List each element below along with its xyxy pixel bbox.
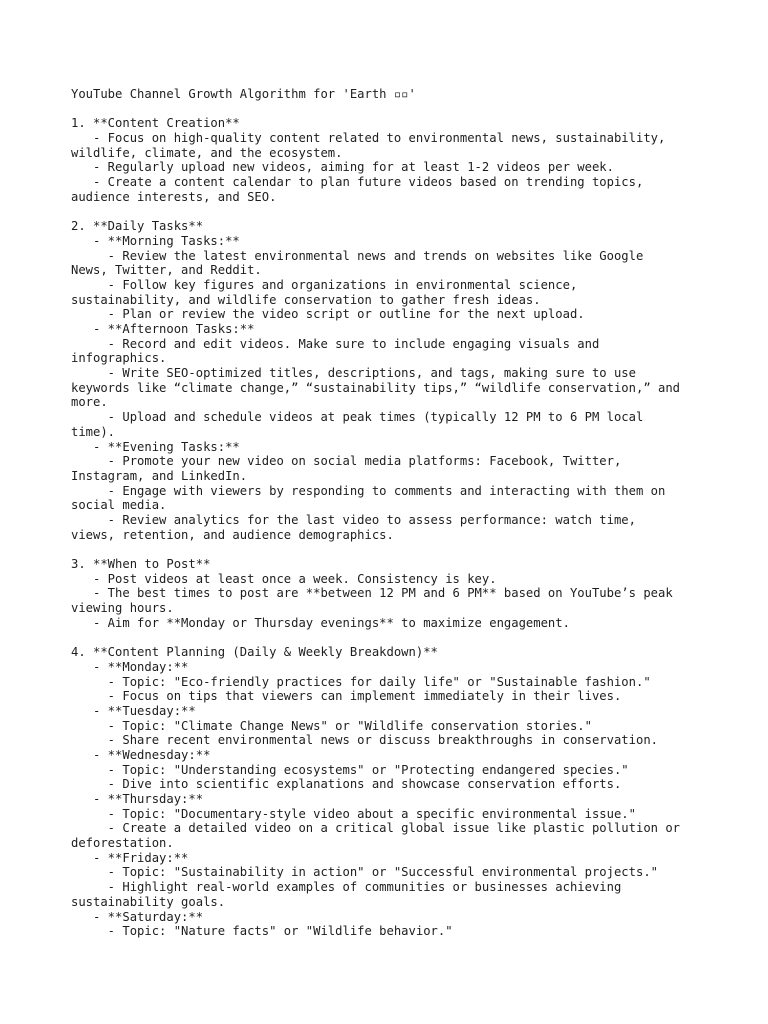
text-line: - Upload and schedule videos at peak times (typically 12 PM to 6 PM local	[71, 410, 644, 425]
text-line: - Focus on tips that viewers can implement immediately in their lives.	[71, 689, 622, 704]
text-line: - Engage with viewers by responding to comments and interacting with them on	[71, 483, 666, 498]
text-line: - Post videos at least once a week. Consistency is key.	[71, 571, 497, 586]
text-line: - Topic: "Eco-friendly practices for daily life" or "Sustainable fashion."	[71, 674, 651, 689]
text-line: social media.	[71, 498, 167, 513]
text-line: - Dive into scientific explanations and showcase conservation efforts.	[71, 777, 622, 792]
text-line: - Plan or review the video script or outline for the next upload.	[71, 307, 585, 322]
text-line: viewing hours.	[71, 601, 174, 616]
text-line: time).	[71, 424, 116, 439]
text-line: - Focus on high-quality content related to environmental news, sustainability,	[71, 131, 666, 146]
blank-line	[71, 205, 731, 220]
text-line: - Create a content calendar to plan future videos based on trending topics,	[71, 175, 644, 190]
subheading-tuesday: - **Tuesday:**	[71, 703, 196, 718]
section-heading-content-creation: 1. **Content Creation**	[71, 116, 240, 131]
text-line: - Regularly upload new videos, aiming for at least 1-2 videos per week.	[71, 160, 614, 175]
text-line: - Record and edit videos. Make sure to include engaging visuals and	[71, 336, 600, 351]
text-line: wildlife, climate, and the ecosystem.	[71, 145, 343, 160]
document-body	[71, 87, 731, 939]
subheading-thursday: - **Thursday:**	[71, 792, 204, 806]
text-line: - Write SEO-optimized titles, descriptions, and tags, making sure to use	[71, 366, 636, 381]
subheading-evening-tasks: - **Evening Tasks:**	[71, 439, 240, 454]
text-line: - Topic: "Nature facts" or "Wildlife behavior."	[71, 924, 453, 939]
blank-line	[71, 542, 731, 557]
text-line: Instagram, and LinkedIn.	[71, 468, 248, 483]
section-heading-content-planning: 4. **Content Planning (Daily & Weekly Breakdown)**	[71, 645, 438, 660]
blank-line	[71, 630, 731, 645]
text-line: deforestation.	[71, 836, 174, 851]
text-line: more.	[71, 395, 108, 410]
text-line: - Topic: "Climate Change News" or "Wildlife conservation stories."	[71, 718, 592, 733]
text-line: - Review analytics for the last video to assess performance: watch time,	[71, 512, 636, 527]
subheading-monday: - **Monday:**	[71, 659, 189, 674]
text-line: audience interests, and SEO.	[71, 189, 277, 204]
subheading-wednesday: - **Wednesday:**	[71, 747, 211, 762]
text-line: - The best times to post are **between 12 PM and 6 PM** based on YouTube’s peak	[71, 586, 673, 601]
text-line: keywords like “climate change,” “sustainability tips,” “wildlife conservation,” and	[71, 380, 681, 395]
text-line: - Topic: "Sustainability in action" or "Successful environmental projects."	[71, 865, 658, 880]
document-title: YouTube Channel Growth Algorithm for 'Earth ▫▫'	[71, 87, 416, 101]
text-line: - Create a detailed video on a critical global issue like plastic pollution or	[71, 821, 681, 836]
subheading-friday: - **Friday:**	[71, 850, 189, 865]
text-line: infographics.	[71, 351, 167, 366]
section-heading-when-to-post: 3. **When to Post**	[71, 557, 211, 571]
text-line: - Promote your new video on social media platforms: Facebook, Twitter,	[71, 454, 622, 469]
text-line: - Highlight real-world examples of communities or businesses achieving	[71, 880, 622, 895]
text-line: - Topic: "Understanding ecosystems" or "Protecting endangered species."	[71, 762, 629, 777]
text-line: views, retention, and audience demographics.	[71, 527, 394, 542]
blank-line	[71, 102, 731, 117]
text-line: - Review the latest environmental news and trends on websites like Google	[71, 248, 644, 263]
subheading-morning-tasks: - **Morning Tasks:**	[71, 233, 240, 248]
text-line: - Follow key figures and organizations in environmental science,	[71, 277, 578, 292]
text-line: - Share recent environmental news or discuss breakthroughs in conservation.	[71, 733, 658, 748]
text-line: sustainability goals.	[71, 894, 226, 909]
text-line: News, Twitter, and Reddit.	[71, 263, 262, 278]
subheading-afternoon-tasks: - **Afternoon Tasks:**	[71, 322, 255, 336]
text-line: - Aim for **Monday or Thursday evenings** to maximize engagement.	[71, 615, 570, 630]
text-line: - Topic: "Documentary-style video about a specific environmental issue."	[71, 806, 636, 821]
section-heading-daily-tasks: 2. **Daily Tasks**	[71, 219, 204, 234]
text-line: sustainability, and wildlife conservation to gather fresh ideas.	[71, 292, 541, 307]
subheading-saturday: - **Saturday:**	[71, 909, 204, 924]
